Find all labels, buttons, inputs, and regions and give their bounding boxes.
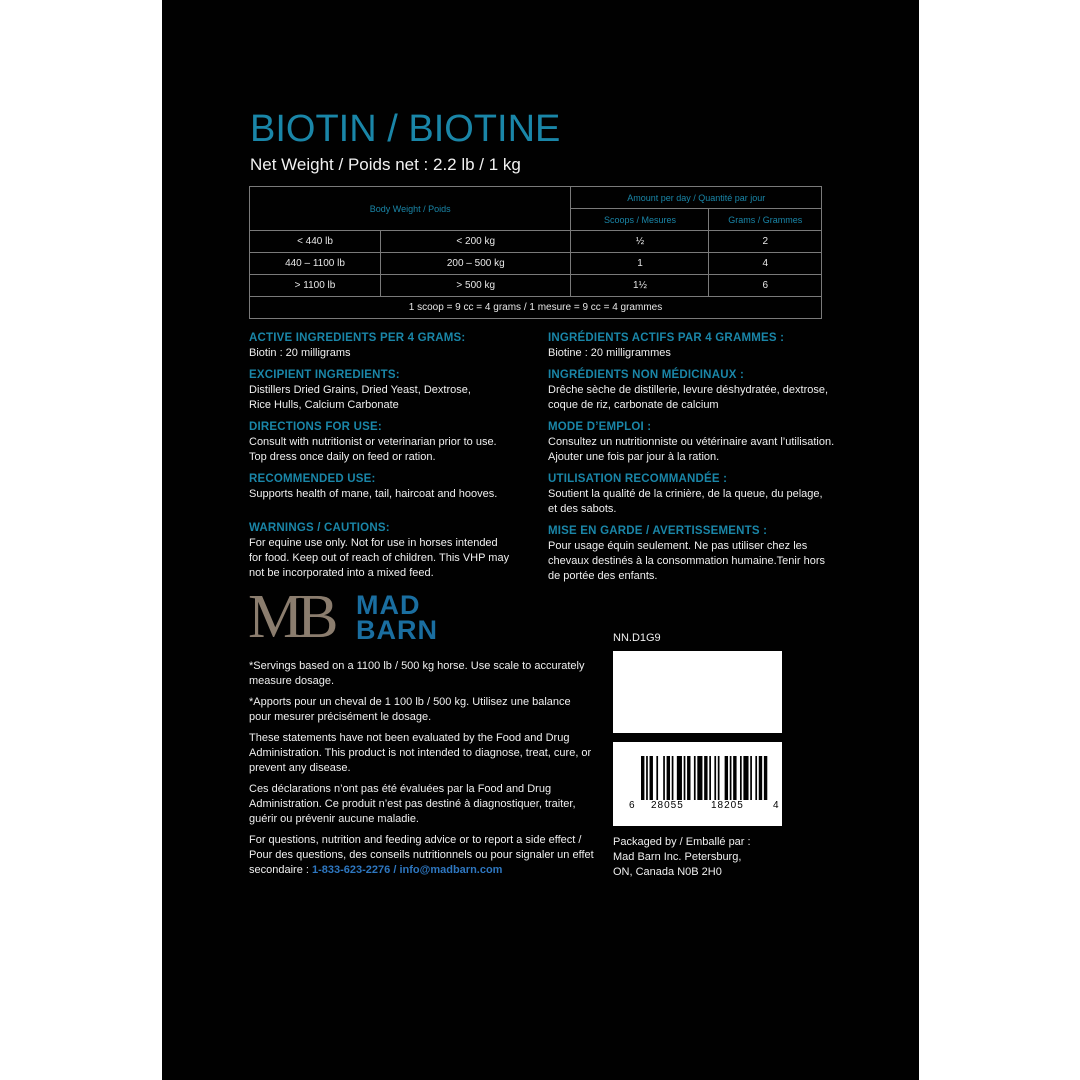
excipient-text-fr: Drêche sèche de distillerie, levure déshydratée, dextrose, coque de riz, carbonate de calcium [548, 384, 829, 411]
weight-kg-cell: 200 – 500 kg [381, 253, 571, 275]
recommended-text-fr: Soutient la qualité de la crinière, de la queue, du pelage, et des sabots. [548, 488, 823, 515]
contact-info [249, 833, 594, 878]
net-weight: Net Weight / Poids net : 2.2 lb / 1 kg [250, 155, 521, 174]
directions-text-fr: Consultez un nutritionniste ou vétérinaire avant l’utilisation. Ajouter une fois par jour à la ration. [548, 436, 835, 463]
active-ingredients-heading-fr: INGRÉDIENTS ACTIFS PAR 4 GRAMMES : [548, 332, 785, 344]
serving-note-en: *Servings based on a 1100 lb / 500 kg horse. Use scale to accurately measure dosage. [249, 660, 585, 687]
logo-line-1: MAD [356, 590, 421, 620]
excipient-text: Distillers Dried Grains, Dried Yeast, Dextrose, Rice Hulls, Calcium Carbonate [249, 384, 471, 411]
email-link[interactable]: info@madbarn.com [399, 864, 503, 876]
scoops-cell: ½ [571, 231, 709, 253]
weight-kg-cell: < 200 kg [381, 231, 571, 253]
packaged-by: Packaged by / Emballé par : Mad Barn Inc. Petersburg, ON, Canada N0B 2H0 [613, 836, 751, 878]
active-ingredients-text: Biotin : 20 milligrams [249, 347, 351, 359]
dosage-table [249, 186, 822, 319]
directions-text: Consult with nutritionist or veterinarian prior to use. Top dress once daily on feed or ration. [249, 436, 497, 463]
table-row [250, 275, 822, 297]
excipient-heading: EXCIPIENT INGREDIENTS: [249, 369, 400, 381]
scoop-footnote: 1 scoop = 9 cc = 4 grams / 1 mesure = 9 cc = 4 grammes [250, 297, 822, 319]
warnings-heading: WARNINGS / CAUTIONS: [249, 522, 390, 534]
grams-cell: 6 [709, 275, 822, 297]
fda-disclaimer-en: These statements have not been evaluated by the Food and Drug Administration. This product is not intended to diagnose, treat, cure, or prevent any disease. [249, 732, 592, 774]
scoops-cell: 1½ [571, 275, 709, 297]
table-row [250, 231, 822, 253]
logo-monogram: MB [248, 583, 333, 651]
warnings-text: For equine use only. Not for use in horses intended for food. Keep out of reach of children. This VHP may not be incorporated into a mixed feed. [249, 537, 510, 579]
amount-header: Amount per day / Quantité par jour [571, 187, 822, 209]
lot-expiry-box [613, 651, 782, 733]
notes-block [249, 659, 594, 884]
contact-separator: / [390, 864, 400, 876]
recommended-heading-fr: UTILISATION RECOMMANDÉE : [548, 473, 728, 485]
weight-lb-cell: > 1100 lb [250, 275, 381, 297]
barcode-left-digits: 28055 [651, 800, 684, 811]
active-ingredients-heading: ACTIVE INGREDIENTS PER 4 GRAMS: [249, 332, 466, 344]
barcode-right-digits: 18205 [711, 800, 744, 811]
recommended-heading: RECOMMENDED USE: [249, 473, 376, 485]
mad-barn-logo [248, 583, 470, 651]
grams-cell: 4 [709, 253, 822, 275]
barcode-check-digit: 4 [773, 800, 779, 811]
grams-cell: 2 [709, 231, 822, 253]
grams-header: Grams / Grammes [709, 209, 822, 231]
logo-line-2: BARN [356, 615, 438, 645]
warnings-heading-fr: MISE EN GARDE / AVERTISSEMENTS : [548, 525, 768, 537]
english-column [249, 331, 539, 581]
excipient-heading-fr: INGRÉDIENTS NON MÉDICINAUX : [548, 369, 744, 381]
contact-text: For questions, nutrition and feeding advice or to report a side effect / Pour des questions, des conseils nutritionnels ou pour signaler un effet secondaire : [249, 834, 594, 876]
scoops-cell: 1 [571, 253, 709, 275]
barcode-lead-digit: 6 [629, 800, 635, 811]
phone-link[interactable]: 1-833-623-2276 [311, 864, 391, 876]
product-code: NN.D1G9 [613, 632, 661, 644]
fda-disclaimer-fr: Ces déclarations n’ont pas été évaluées par la Food and Drug Administration. Ce produit n’est pas destiné à diagnostiquer, traiter, guérir ou prévenir aucune maladie. [249, 783, 576, 825]
directions-heading: DIRECTIONS FOR USE: [249, 421, 382, 433]
weight-lb-cell: < 440 lb [250, 231, 381, 253]
body-weight-header: Body Weight / Poids [250, 187, 571, 231]
table-row [250, 253, 822, 275]
serving-note-fr: *Apports pour un cheval de 1 100 lb / 500 kg. Utilisez une balance pour mesurer précisément le dosage. [249, 696, 571, 723]
weight-kg-cell: > 500 kg [381, 275, 571, 297]
barcode-bars [641, 756, 769, 800]
directions-heading-fr: MODE D’EMPLOI : [548, 421, 652, 433]
active-ingredients-text-fr: Biotine : 20 milligrammes [548, 347, 671, 359]
product-title: BIOTIN / BIOTINE [250, 108, 561, 150]
weight-lb-cell: 440 – 1100 lb [250, 253, 381, 275]
scoops-header: Scoops / Mesures [571, 209, 709, 231]
warnings-text-fr: Pour usage équin seulement. Ne pas utiliser chez les chevaux destinés à la consommation humaine.Tenir hors de portée des enfants. [548, 540, 825, 582]
recommended-text: Supports health of mane, tail, haircoat and hooves. [249, 488, 498, 500]
barcode [613, 742, 782, 826]
french-column [548, 331, 848, 584]
